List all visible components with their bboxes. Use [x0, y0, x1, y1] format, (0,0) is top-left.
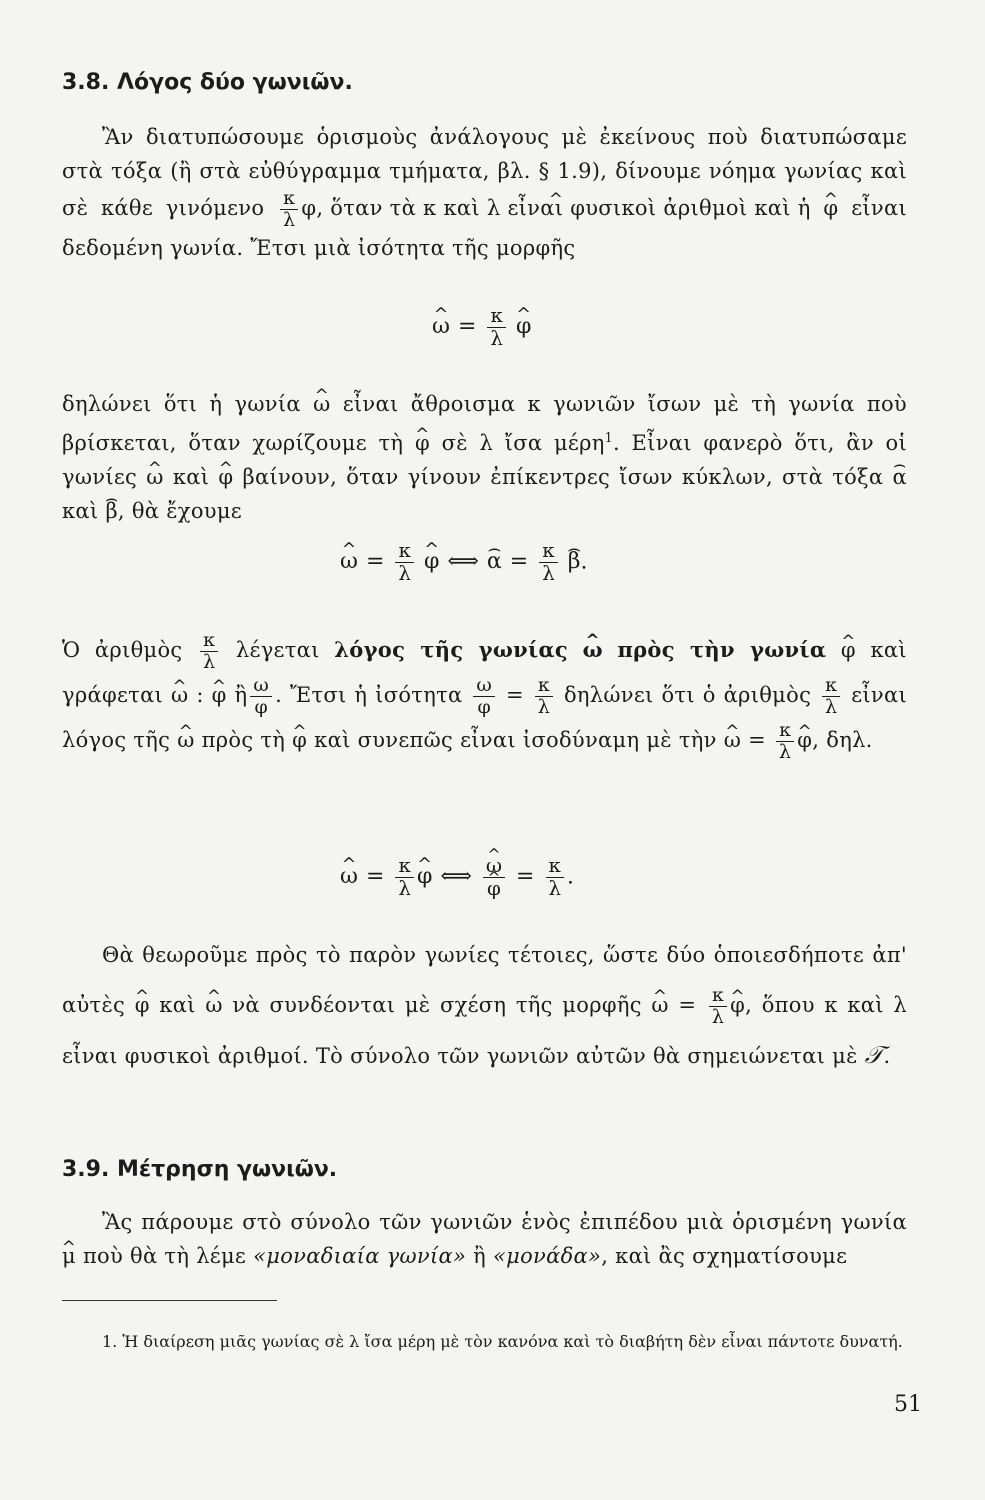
- paragraph-meaning: δηλώνει ὅτι ἡ γωνία ^ ω εἶναι ἄθροισμα κ γωνιῶν ἴσων μὲ τὴ γωνία ποὺ βρίσκεται, ὅταν χωρίζουμε τὴ ^ φ σὲ λ ἴσα μέρη$^1$. Εἶναι φανερὸ ὅτι, ἂν οἱ γωνίες ^ ω καὶ ^ φ βαίνουν, ὅταν γίνουν ἐπίκεντρες ἴσων κύκλων, στὰ τόξα ⌢ α καὶ ⌢ β, θὰ ἔχουμε: [62, 387, 907, 528]
- footnote-marker: 1: [604, 430, 613, 445]
- equation-omega-ratio: ^ ω = $\frac{\kappa}{\lambda}$ ^ φ: [432, 305, 531, 350]
- paragraph-ratio-definition: Ἂν διατυπώσουμε ὁρισμοὺς ἀνάλογους μὲ ἐκείνους ποὺ διατυπώσαμε στὰ τόξα (ἢ στὰ εὐθύγραμμα τμήματα, βλ. § 1.9), δίνουμε νόημα γωνίας καὶ σὲ κάθε γινόμενο $\frac{\kappa}{\lambda}$ ^ φ, ὅταν τὰ κ καὶ λ εἶναι φυσικοὶ ἀριθμοὶ καὶ ἡ ^ φ εἶναι δεδομένη γωνία. Ἔτσι μιὰ ἰσότητα τῆς μορφῆς: [62, 120, 907, 265]
- footnote-separator: [62, 1300, 277, 1301]
- footnote-1: 1. Ἡ διαίρεση μιᾶς γωνίας σὲ λ ἴσα μέρη μὲ τὸν κανόνα καὶ τὸ διαβήτη δὲν εἶναι πάντοτε δυνατή.: [102, 1332, 903, 1351]
- equation-angle-arc: ^ ω = $\frac{\kappa}{\lambda}$ ^ φ ⟺⌢ α = $\frac{\kappa}{\lambda}$ ⌢ β.: [340, 540, 587, 585]
- paragraph-angle-set: Θὰ θεωροῦμε πρὸς τὸ παρὸν γωνίες τέτοιες, ὥστε δύο ὁποιεσδήποτε ἀπ' αὐτὲς ^ φ καὶ ^ ω νὰ συνδέονται μὲ σχέση τῆς μορφῆς ^ ω = $\frac{\kappa}{\lambda}$ ^ φ, ὅπου κ καὶ λ εἶναι φυσικοὶ ἀριθμοί. Τὸ σύνολο τῶν γωνιῶν αὐτῶν θὰ σημειώνεται μὲ 𝒯.: [62, 930, 907, 1081]
- section-heading-3-9: 3.9. Μέτρηση γωνιῶν.: [62, 1157, 338, 1182]
- phi-hat: ^ φ: [823, 191, 838, 225]
- equation-ratio-equivalence: ^ ω = $\frac{\kappa}{\lambda}$ ^ φ ⟺ ^ ω ^ φ = $\frac{\kappa}{\lambda}$ .: [340, 855, 574, 900]
- section-heading-3-8: 3.8. Λόγος δύο γωνιῶν.: [62, 70, 353, 95]
- paragraph-ratio-notation: Ὁ ἀριθμὸς $\frac{\kappa}{\lambda}$ λέγεται λόγος τῆς γωνίας ^ ω πρὸς τὴν γωνία ^ φ καὶ γράφεται ^ ω : ^ φ ἢ $\frac{\omega}{\varphi}$ . Ἔτσι ἡ ἰσότητα $\frac{\omega}{\varphi}$ = $\frac{\kappa}{\lambda}$ δηλώνει ὅτι ὁ ἀριθμὸς $\frac{\kappa}{\lambda}$ εἶναι λόγος τῆς ^ ω πρὸς τὴ ^ φ καὶ συνεπῶς εἶναι ἰσοδύναμη μὲ τὴν ^ ω = $\frac{\kappa}{\lambda}$ ^ φ, δηλ.: [62, 627, 907, 763]
- fraction-kappa-lambda: $\frac{\kappa}{\lambda}$: [280, 188, 298, 231]
- paragraph-unit-angle: Ἂς πάρουμε στὸ σύνολο τῶν γωνιῶν ἑνὸς ἐπιπέδου μιὰ ὁρισμένη γωνία ^ μ ποὺ θὰ τὴ λέμε «μοναδιαία γωνία» ἢ «μονάδα», καὶ ἂς σχηματίσουμε: [62, 1205, 907, 1273]
- set-symbol-T: 𝒯: [864, 1041, 884, 1069]
- page-number: 51: [894, 1392, 922, 1417]
